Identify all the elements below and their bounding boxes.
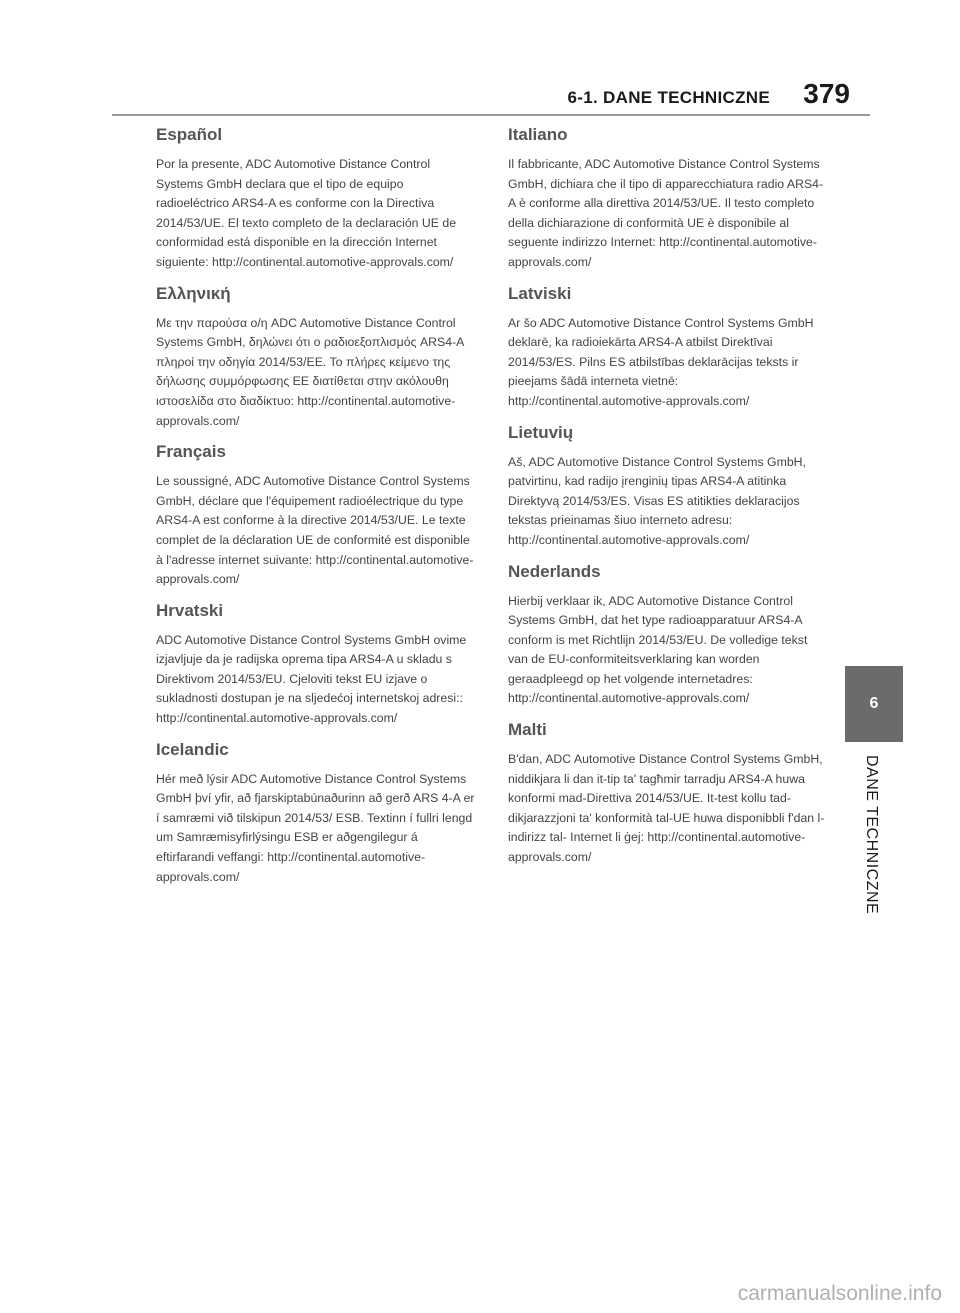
section-italiano	[508, 122, 830, 273]
section-text: Il fabbricante, ADC Automotive Distance Control Systems GmbH, dichiara che il tipo di apparecchiatura radio ARS4-A è conforme alla direttiva 2014/53/UE. Il testo completo della dichiarazione di conformità UE è disponibile al seguente indirizzo Internet: http://continental.automotive-approvals.com/	[508, 157, 824, 269]
chapter-tab-label: DANE TECHNICZNE	[863, 755, 880, 915]
section-text: Por la presente, ADC Automotive Distance Control Systems GmbH declara que el tipo de equipo radioeléctrico ARS4-A es conforme con la Directiva 2014/53/UE. El texto completo de la declaración UE de conformidad está disponible en la dirección Internet siguiente: http://continental.automotive-approvals.com/	[156, 157, 457, 269]
page-number: 379	[803, 78, 850, 109]
section-text: Με την παρούσα ο/η ADC Automotive Distance Control Systems GmbH, δηλώνει ότι ο ραδιοεξοπλισμός ARS4-A πληροί την οδηγία 2014/53/ΕΕ. Το πλήρες κείμενο της δήλωσης συμμόρφωσης ΕΕ διατίθεται στην ακόλουθη ιστοσελίδα στο διαδίκτυο: http://continental.automotive-approvals.com/	[156, 315, 464, 428]
section-heading: Ελληνική	[156, 283, 231, 303]
section-text: Hér með lýsir ADC Automotive Distance Control Systems GmbH því yfir, að fjarskiptabúnaðurinn að gerð ARS 4-A er í samræmi við tilskipun 2014/53/ ESB. Textinn í fullri lengd um Samræmisyfirlýsingu ESB er aðgengilegur á eftirfarandi veffangi: http://continental.automotive-approvals.com/	[156, 771, 475, 884]
section-malti	[508, 717, 830, 868]
chapter-tab[interactable]	[845, 666, 903, 742]
section-francais	[156, 439, 478, 590]
section-nederlands	[508, 559, 830, 710]
section-heading: Italiano	[508, 125, 568, 144]
section-greek	[156, 281, 478, 432]
page-header	[0, 70, 870, 116]
section-icelandic	[156, 737, 478, 888]
section-heading: Icelandic	[156, 739, 229, 759]
left-column	[156, 122, 478, 895]
section-hrvatski	[156, 598, 478, 729]
section-title: 6-1. DANE TECHNICZNE	[567, 88, 770, 107]
right-column	[508, 122, 830, 876]
section-text: B'dan, ADC Automotive Distance Control Systems GmbH, niddikjara li dan it-tip ta' tagħmir tarradju ARS4-A huwa konformi mad-Direttiva 2014/53/UE. It-test kollu tad-dikjarazzjoni ta' konformità tal-UE huwa disponibbli f'dan l-indirizz tal- Internet li ġej: http://continental.automotive-approvals.com/	[508, 752, 825, 865]
section-heading: Lietuvių	[508, 422, 574, 442]
section-lietuviu	[508, 420, 830, 551]
section-text: Ar šo ADC Automotive Distance Control Systems GmbH deklarē, ka radioiekārta ARS4-A atbilst Direktīvai 2014/53/ES. Pilns ES atbilstības deklarācijas teksts ir pieejams šādā interneta vietnē: http://continental.automotive-approvals.com/	[508, 315, 814, 408]
section-text: Aš, ADC Automotive Distance Control Systems GmbH, patvirtinu, kad radijo įrenginių tipas ARS4-A atitinka Direktyvą 2014/53/ES. Visas ES atitikties deklaracijos tekstas prieinamas šiuo interneto adresu: http://continental.automotive-approvals.com/	[508, 454, 806, 547]
section-heading: Français	[156, 442, 226, 462]
section-text: ADC Automotive Distance Control Systems GmbH ovime izjavljuje da je radijska oprema tipa ARS4-A u skladu s Direktivom 2014/53/EU. Cjeloviti tekst EU izjave o sukladnosti dostupan je na sljedećoj internetskoj adresi:: http://continental.automotive-approvals.com/	[156, 632, 467, 726]
chapter-number: 6	[869, 695, 879, 712]
section-espanol	[156, 122, 478, 273]
section-text: Le soussigné, ADC Automotive Distance Control Systems GmbH, déclare que l'équipement radioélectrique du type ARS4-A est conforme à la directive 2014/53/UE. Le texte complet de la déclaration UE de conformité est disponible à l'adresse internet suivante: http://continental.automotive-approvals.com/	[156, 474, 474, 587]
section-latviski	[508, 281, 830, 412]
watermark: carmanualsonline.info	[737, 1282, 942, 1305]
section-heading: Malti	[508, 720, 547, 740]
header-divider	[112, 114, 870, 116]
section-heading: Nederlands	[508, 561, 601, 581]
section-heading: Hrvatski	[156, 600, 224, 620]
section-heading: Español	[156, 125, 223, 144]
section-heading: Latviski	[508, 283, 572, 303]
section-text: Hierbij verklaar ik, ADC Automotive Distance Control Systems GmbH, dat het type radioapparatuur ARS4-A conform is met Richtlijn 2014/53/EU. De volledige tekst van de EU-conformiteitsverklaring kan worden geraadpleegd op het volgende internetadres: http://continental.automotive-approvals.com/	[508, 593, 808, 706]
